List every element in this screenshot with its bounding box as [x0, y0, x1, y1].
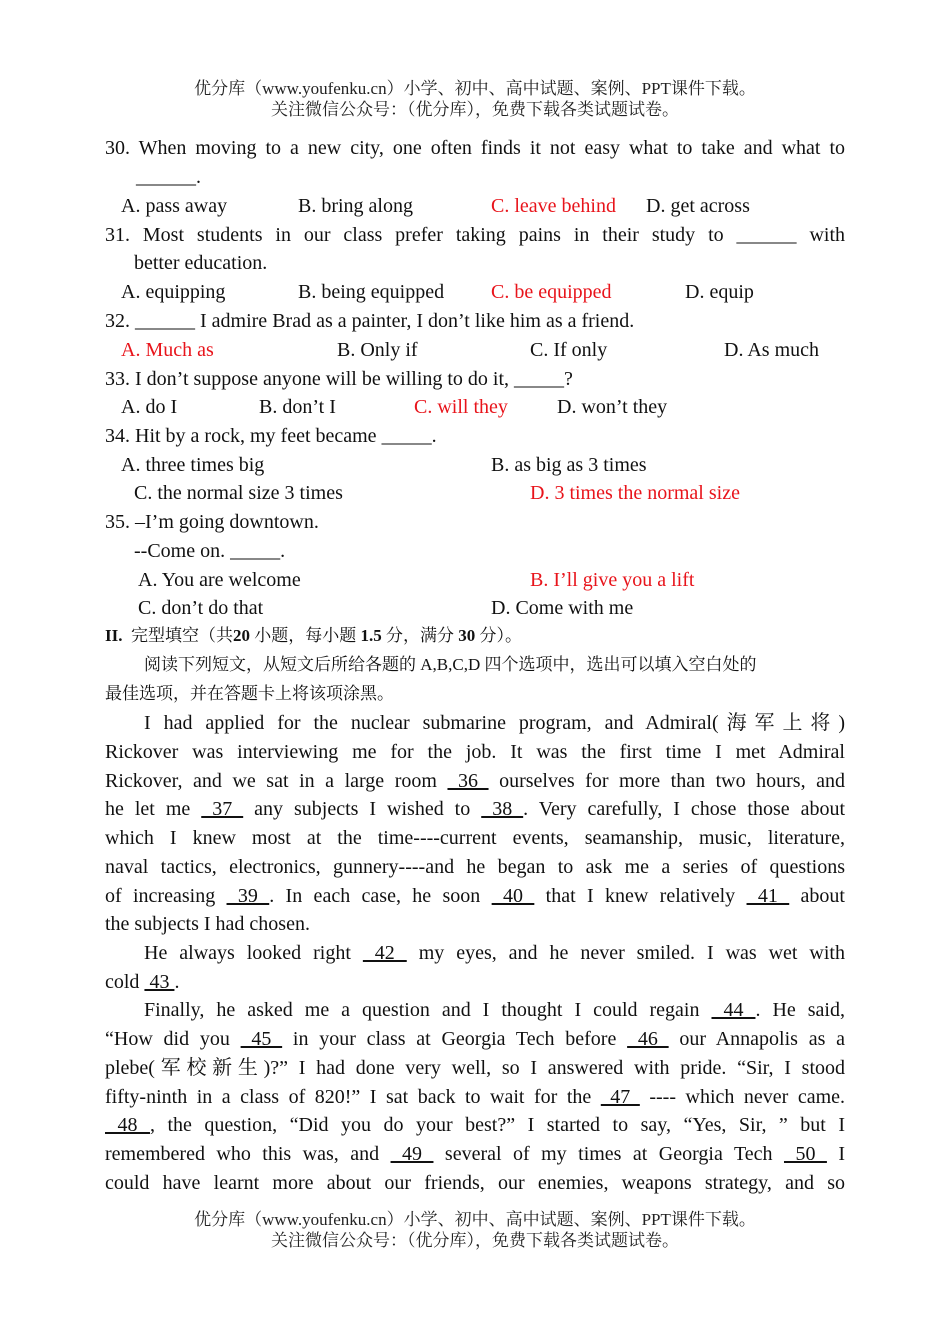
q33-option-a[interactable]: A. do I: [121, 396, 178, 418]
section-2-title-c: 分，满分: [385, 626, 454, 645]
q30-option-b[interactable]: B. bring along: [298, 195, 413, 217]
q30-option-d[interactable]: D. get across: [646, 195, 750, 217]
section-2-title-d: 分）。: [479, 626, 522, 645]
q32-option-d[interactable]: D. As much: [724, 339, 819, 361]
q33-option-d[interactable]: D. won’t they: [557, 396, 668, 418]
question-30-stem: 30. When moving to a new city, one often finds it not easy what to take and what to: [105, 137, 845, 159]
section-2-instruction-cont: 最佳选项，并在答题卡上将该项涂黑。: [105, 684, 394, 703]
q35-option-b-answer[interactable]: B. I’ll give you a lift: [530, 569, 695, 591]
q32-option-c[interactable]: C. If only: [530, 339, 608, 361]
question-31-stem-cont: better education.: [134, 252, 268, 274]
question-35-stem-cont: --Come on. _____.: [134, 540, 286, 562]
section-2-title: [105, 622, 522, 650]
passage-p1-line: I had applied for the nuclear submarine program, and Admiral(海军上将): [144, 712, 845, 734]
section-2-title-a: 完型填空（共: [130, 626, 233, 645]
q34-option-b[interactable]: B. as big as 3 times: [491, 454, 647, 476]
section-2-label: II.: [105, 626, 123, 645]
passage-p2-line: He always looked right 42 my eyes, and he never smiled. I was wet with: [144, 942, 845, 964]
passage-p1-line: he let me 37 any subjects I wished to 38 . Very carefully, I chose those about: [105, 798, 846, 820]
q34-option-a[interactable]: A. three times big: [121, 454, 265, 476]
q31-option-c-answer[interactable]: C. be equipped: [491, 281, 612, 303]
passage-p1-line: Rickover was interviewing me for the job. It was the first time I met Admiral: [105, 741, 845, 763]
q32-option-a-answer[interactable]: A. Much as: [121, 339, 214, 361]
question-31-stem: 31. Most students in our class prefer taking pains in their study to ______ with: [105, 224, 845, 246]
section-2-points: 1.5: [360, 626, 382, 645]
q33-option-b[interactable]: B. don’t I: [259, 396, 336, 418]
passage-p3-line: 48 , the question, “Did you do your best?” I started to say, “Yes, Sir, ” but I: [105, 1114, 846, 1136]
question-33-stem: 33. I don’t suppose anyone will be willing to do it, _____?: [105, 368, 573, 390]
q32-option-b[interactable]: B. Only if: [337, 339, 418, 361]
passage-p1-line: naval tactics, electronics, gunnery----and he began to ask me a series of questions: [105, 856, 845, 878]
q30-option-a[interactable]: A. pass away: [121, 195, 228, 217]
passage-p1-line: which I knew most at the time----current events, seamanship, music, literature,: [105, 827, 845, 849]
passage-p3-line: remembered who this was, and 49 several of my times at Georgia Tech 50 I: [105, 1143, 846, 1165]
passage-p3-line: Finally, he asked me a question and I thought I could regain 44 . He said,: [144, 999, 845, 1021]
passage-p1-line: of increasing 39 . In each case, he soon 40 that I knew relatively 41 about: [105, 885, 845, 907]
q31-option-a[interactable]: A. equipping: [121, 281, 226, 303]
q34-option-c[interactable]: C. the normal size 3 times: [134, 482, 343, 504]
q31-option-b[interactable]: B. being equipped: [298, 281, 445, 303]
question-34-stem: 34. Hit by a rock, my feet became _____.: [105, 425, 437, 447]
passage-p1-line: Rickover, and we sat in a large room 36 ourselves for more than two hours, and: [105, 770, 845, 792]
question-32-stem: 32. ______ I admire Brad as a painter, I don’t like him as a friend.: [105, 310, 635, 332]
passage-p3-line: “How did you 45 in your class at Georgia Tech before 46 our Annapolis as a: [105, 1028, 846, 1050]
q33-option-c-answer[interactable]: C. will they: [414, 396, 508, 418]
page-footer-line2: 关注微信公众号：（优分库），免费下载各类试题试卷。: [271, 1231, 679, 1250]
page-header-line1: 优分库（www.youfenku.cn）小学、初中、高中试题、案例、PPT课件下载。: [194, 79, 756, 98]
passage-p1-line: the subjects I had chosen.: [105, 913, 310, 935]
q35-option-a[interactable]: A. You are welcome: [138, 569, 301, 591]
page-header-line2: 关注微信公众号：（优分库），免费下载各类试题试卷。: [271, 100, 679, 119]
section-2-title-b: 小题，每小题: [254, 626, 357, 645]
question-35-stem: 35. –I’m going downtown.: [105, 511, 319, 533]
passage-p3-line: plebe(军校新生)?” I had done very well, so I answered with pride. “Sir, I stood: [105, 1057, 845, 1079]
passage-p2-line: cold 43 .: [105, 971, 180, 993]
q30-option-c-answer[interactable]: C. leave behind: [491, 195, 616, 217]
page-footer-line1: 优分库（www.youfenku.cn）小学、初中、高中试题、案例、PPT课件下载。: [194, 1210, 756, 1229]
question-30-stem-cont: ______.: [136, 166, 201, 188]
q31-option-d[interactable]: D. equip: [685, 281, 754, 303]
q35-option-d[interactable]: D. Come with me: [491, 597, 634, 619]
section-2-instruction: 阅读下列短文，从短文后所给各题的 A,B,C,D 四个选项中，选出可以填入空白处的: [144, 655, 757, 674]
passage-p3-line: fifty-ninth in a class of 820!” I sat back to wait for the 47 ---- which never came.: [105, 1086, 846, 1108]
passage-p3-line: could have learnt more about our friends, our enemies, weapons strategy, and so: [105, 1172, 845, 1194]
q34-option-d-answer[interactable]: D. 3 times the normal size: [530, 482, 740, 504]
section-2-count: 20: [232, 626, 250, 645]
q35-option-c[interactable]: C. don’t do that: [138, 597, 264, 619]
section-2-total: 30: [458, 626, 476, 645]
